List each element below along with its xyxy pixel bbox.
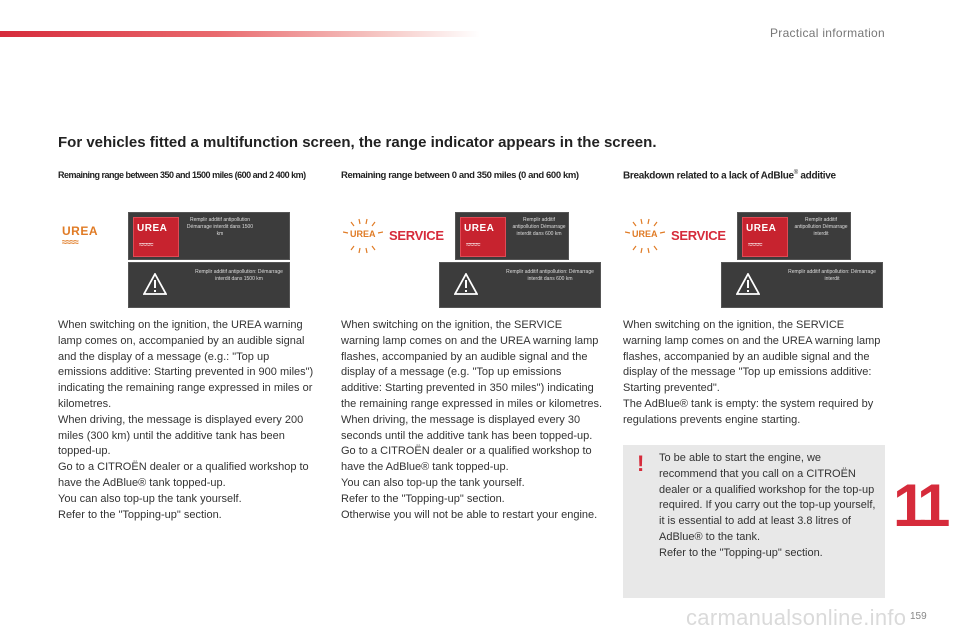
column-body [341, 318, 603, 523]
display-screen-bottom [439, 262, 601, 308]
display-screen-top [455, 212, 569, 260]
chapter-number: 11 [893, 472, 945, 539]
paragraph: When switching on the ignition, the UREA warning lamp comes on, accompanied by an audible signal and the display of a message (e.g.: "Top up emissions additive: Starting prevented in 900 miles") indicating the remaining range expressed in miles or kilometres. [58, 319, 314, 410]
column-body [623, 318, 885, 429]
column-title: Remaining range between 350 and 1500 miles (600 and 2 400 km) [58, 170, 306, 180]
warning-triangle-icon [143, 273, 167, 295]
illustration [58, 196, 320, 318]
note-text [659, 451, 879, 562]
paragraph: You can also top-up the tank yourself. [341, 476, 525, 489]
page-headline: For vehicles fitted a multifunction screen, the range indicator appears in the screen. [58, 134, 657, 151]
paragraph: When driving, the message is displayed every 30 seconds until the additive tank has been topped-up. [341, 413, 593, 442]
display-screen-top [737, 212, 851, 260]
urea-lamp-label: UREA [62, 224, 99, 238]
paragraph: When switching on the ignition, the SERVICE warning lamp comes on and the UREA warning lamp flashes, accompanied by an audible signal and the display of a message (e.g. "Top up emissions additive: Starting prevented in 350 miles") indicating the remaining range expressed in miles or kilometres. [341, 319, 603, 410]
service-warning-lamp: SERVICE [671, 228, 726, 243]
watermark: carmanualsonline.info [686, 605, 907, 630]
urea-screen-icon: UREA ≈≈≈≈ [460, 217, 506, 257]
column-breakdown [623, 170, 885, 429]
urea-warning-lamp-icon: UREA ≈≈≈≈ [62, 224, 99, 247]
paragraph: Go to a CITROËN dealer or a qualified workshop to have the AdBlue® tank topped-up. [58, 461, 309, 489]
urea-screen-icon: UREA ≈≈≈≈ [742, 217, 788, 257]
column-title: Breakdown related to a lack of AdBlue® additive [623, 170, 836, 182]
exclamation-icon: ! [637, 451, 645, 476]
screen-message: Remplir additif antipollution Démarrage interdit dans 1500 km [186, 217, 254, 237]
note-paragraph: Refer to the "Topping-up" section. [659, 546, 823, 559]
paragraph: Refer to the "Topping-up" section. [58, 508, 222, 521]
service-warning-lamp: SERVICE [389, 228, 444, 243]
display-screen-top [128, 212, 290, 260]
page-number: 159 [910, 611, 927, 622]
note-paragraph: To be able to start the engine, we recommend that you call on a CITROËN dealer or a qualified workshop for the top-up required. If you carry out the top-up yourself, it is essential to add at least 3.8 litres of AdBlue® to the tank. [659, 452, 876, 543]
paragraph: Refer to the "Topping-up" section. [341, 492, 505, 505]
screen-message: Remplir additif antipollution: Démarrage interdit dans 600 km [506, 269, 594, 282]
paragraph: Otherwise you will not be able to restart your engine. [341, 508, 598, 521]
warning-triangle-icon [454, 273, 478, 295]
column-title: Remaining range between 0 and 350 miles (0 and 600 km) [341, 170, 579, 181]
illustration [623, 196, 885, 318]
section-title: Practical information [769, 26, 885, 40]
warning-triangle-icon [736, 273, 760, 295]
display-screen-bottom [128, 262, 290, 308]
screen-message: Remplir additif antipollution Démarrage interdit dans 600 km [512, 217, 566, 237]
screen-message: Remplir additif antipollution Démarrage interdit [794, 217, 848, 237]
urea-flashing-lamp-icon: UREA [343, 218, 383, 254]
display-screen-bottom [721, 262, 883, 308]
urea-screen-icon: UREA ≈≈≈≈ [133, 217, 179, 257]
note-box [623, 445, 885, 598]
paragraph: The AdBlue® tank is empty: the system required by regulations prevents engine starting. [623, 397, 874, 426]
paragraph: Go to a CITROËN dealer or a qualified workshop to have the AdBlue® tank topped-up. [341, 445, 592, 474]
screen-message: Remplir additif antipollution: Démarrage interdit dans 1500 km [195, 269, 283, 282]
paragraph: You can also top-up the tank yourself. [58, 492, 242, 505]
paragraph: When switching on the ignition, the SERVICE warning lamp comes on and the UREA warning lamp flashes, accompanied by an audible signal and the display of the message "Top up emissions additive: Starting prevented". [623, 319, 881, 395]
top-accent-bar [0, 31, 480, 37]
urea-flashing-lamp-icon: UREA [625, 218, 665, 254]
column-range-high [58, 170, 320, 523]
illustration [341, 196, 603, 318]
paragraph: When driving, the message is displayed every 200 miles (300 km) until the additive tank has been topped-up. [58, 413, 304, 458]
column-body [58, 318, 320, 523]
screen-message: Remplir additif antipollution: Démarrage interdit [788, 269, 876, 282]
column-range-low [341, 170, 603, 523]
